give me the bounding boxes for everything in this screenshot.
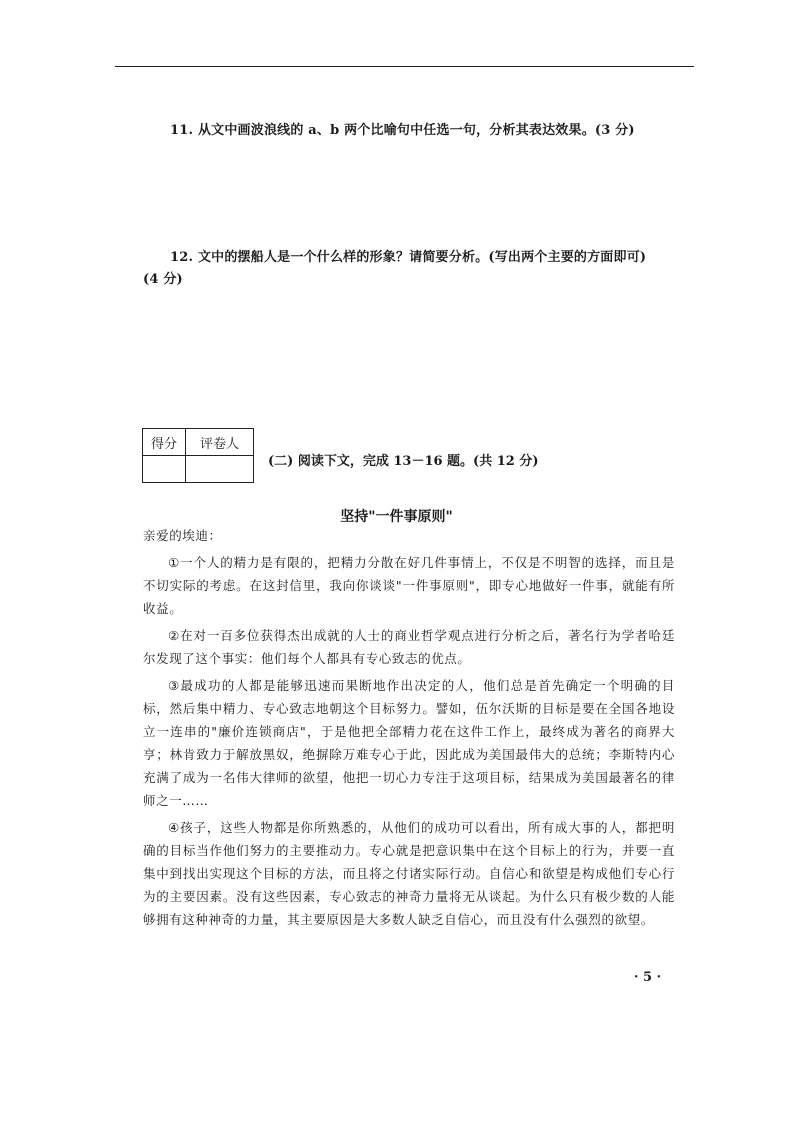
article-body — [143, 524, 675, 935]
question-12-line-2: (4 分) — [143, 272, 183, 287]
article-salutation: 亲爱的埃迪： — [143, 528, 222, 543]
article-paragraph-4: ④孩子，这些人物都是你所熟悉的，从他们的成功可以看出，所有成大事的人，都把明确的目标当作他们努力的主要推动力。专心就是把意识集中在这个目标上的行为，并要一直集中到找出实现这个目标的方法，而且将之付诸实际行动。自信心和欲望是构成他们专心行为的主要因素。没有这些因素，专心致志的神奇力量将无从谈起。为什么只有极少数的人能够拥有这种神奇的力量，其主要原因是大多数人缺乏自信心，而且没有什么强烈的欲望。 — [143, 820, 675, 927]
score-table — [142, 428, 254, 483]
section-heading: (二) 阅读下文，完成 13－16 题。(共 12 分) — [268, 454, 539, 469]
score-cell[interactable] — [143, 456, 186, 483]
question-12-line-1: 12. 文中的摆船人是一个什么样的形象？请简要分析。(写出两个主要的方面即可) — [170, 250, 647, 265]
question-11: 11. 从文中画波浪线的 a、b 两个比喻句中任选一句，分析其表达效果。(3 分) — [170, 123, 635, 138]
page-number: · 5 · — [634, 970, 662, 985]
article-paragraph-2: ②在对一百多位获得杰出成就的人士的商业哲学观点进行分析之后，著名行为学者哈廷尔发现了这个事实：他们每个人都具有专心致志的优点。 — [143, 628, 675, 666]
grader-header: 评卷人 — [186, 429, 254, 456]
grader-cell[interactable] — [186, 456, 254, 483]
article-paragraph-1: ①一个人的精力是有限的，把精力分散在好几件事情上，不仅是不明智的选择，而且是不切实际的考虑。在这封信里，我向你谈谈"一件事原则"，即专心地做好一件事，就能有所收益。 — [143, 555, 675, 616]
score-header: 得分 — [143, 429, 186, 456]
article-paragraph-3: ③最成功的人都是能够迅速而果断地作出决定的人，他们总是首先确定一个明确的目标，然后集中精力、专心致志地朝这个目标努力。譬如，伍尔沃斯的目标是要在全国各地设立一连串的"廉价连锁商店"，于是他把全部精力花在这件工作上，最终成为著名的商界大亨；林肯致力于解放黑奴，绝摒除万难专心于此，因此成为美国最伟大的总统；李斯特内心充满了成为一名伟大律师的欲望，他把一切心力专注于这项目标，结果成为美国最著名的律师之一…… — [143, 678, 675, 808]
article-title: 坚持"一件事原则" — [340, 509, 453, 525]
header-rule — [115, 66, 694, 67]
question-12 — [143, 247, 675, 291]
